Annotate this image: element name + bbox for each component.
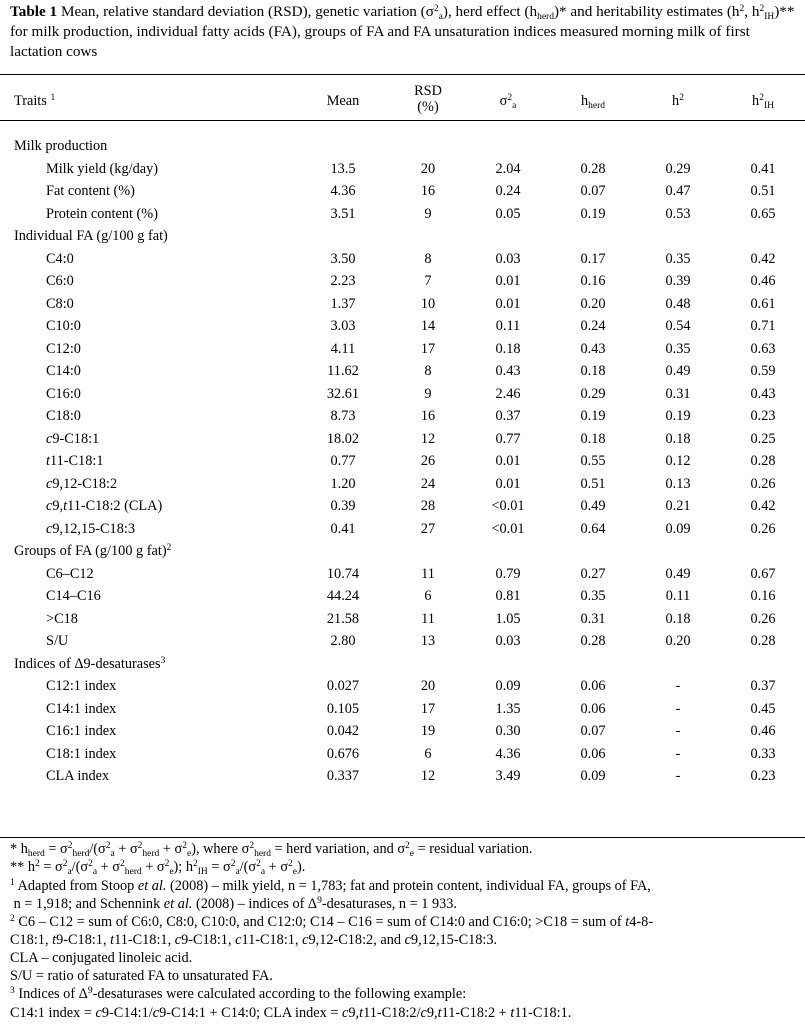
group-heading: Groups of FA (g/100 g fat)$^2$	[14, 543, 172, 559]
trait-label: C6–C12	[46, 565, 94, 582]
table-cell: 0.11	[665, 588, 691, 604]
table-cell: 16	[420, 183, 436, 199]
trait-label: c9,12-C18:2	[46, 475, 118, 492]
table-cell: 2.46	[495, 385, 521, 402]
col-header-hherd: $h_{herd}$	[580, 93, 606, 111]
table-cell: 0.13	[665, 475, 691, 492]
table-cell: 11	[421, 565, 435, 582]
trait-label: c9,t11-C18:2 (CLA)	[46, 498, 163, 514]
trait-label: Fat content (%)	[46, 183, 135, 199]
table-cell: 0.35	[580, 588, 606, 604]
table-cell: 0.20	[665, 633, 691, 649]
table-cell: 4.36	[330, 183, 356, 199]
table-cell: 0.64	[580, 520, 606, 537]
table-cell: 0.07	[580, 723, 606, 739]
table-cell: 0.41	[750, 160, 776, 177]
table-cell: 0.25	[750, 430, 776, 447]
table-cell: 0.43	[580, 340, 606, 357]
caption-text: Mean, relative standard deviation (RSD), genetic variation $(\sigma^2_a)$, herd effect $(h_{herd})*$ and heritability estimates ($h^2$, $h^2_{IH})**$ for milk production, individual fatty acids (FA), groups of FA and FA unsaturation indices measured morning milk of first lactation cows	[10, 3, 795, 60]
table-cell: 2.04	[495, 160, 521, 177]
table-cell: 0.18	[580, 430, 606, 447]
trait-label: C12:1 index	[46, 678, 117, 694]
table-cell: 0.49	[665, 565, 691, 582]
table-cell: 0.676	[326, 745, 360, 762]
table-cell: 0.39	[665, 273, 691, 289]
table-cell: 0.51	[580, 475, 606, 492]
table-cell: 19	[420, 723, 436, 739]
table-cell: 0.51	[750, 183, 776, 199]
table-cell: 14	[420, 318, 436, 334]
table-cell: 0.63	[750, 340, 776, 357]
table-cell: 0.79	[495, 565, 521, 582]
table-cell: 0.24	[495, 183, 521, 199]
table-cell: 0.16	[750, 588, 776, 604]
table-cell: 7	[424, 273, 432, 289]
table-cell: 3.50	[330, 250, 356, 267]
table-cell: 0.01	[495, 295, 521, 312]
table-cell: 24	[420, 475, 436, 492]
table-cell: -	[675, 768, 681, 784]
table-cell: 0.55	[580, 453, 606, 469]
table-cell: 0.28	[580, 160, 606, 177]
table-cell: 0.28	[750, 633, 776, 649]
trait-label: C14:0	[46, 363, 81, 379]
table-cell: 2.80	[330, 633, 356, 649]
table-cell: 0.29	[665, 160, 691, 177]
table-cell: 9	[424, 205, 432, 222]
table-cell: 0.35	[665, 340, 691, 357]
table-cell: 10.74	[326, 565, 360, 582]
table-cell: 0.12	[665, 453, 691, 469]
table-cell: 3.49	[495, 768, 521, 784]
trait-label: c9-C18:1	[46, 430, 100, 447]
footnote-heritability: ** $h^2 = \sigma^2_a/(\sigma^2_a + \sigma^2_{herd} + \sigma^2_e)$; $h^2_{IH} = \sigma^2_a/(\sigma^2_a + \sigma^2_e)$.	[10, 859, 306, 877]
table-cell: 17	[420, 340, 436, 357]
table-cell: 0.27	[580, 565, 606, 582]
table-cell: -	[675, 723, 681, 739]
table-cell: 0.31	[580, 610, 606, 627]
footnote-3-example: C14:1 index = c9-C14:1/c9-C14:1 + C14:0; CLA index = c9,t11-C18:2/c9,t11-C18:2 + t11-C18:1.	[10, 1005, 572, 1021]
table-cell: 0.20	[580, 295, 606, 312]
table-cell: 4.36	[495, 745, 521, 762]
table-cell: 0.35	[665, 250, 691, 267]
trait-label: C18:1 index	[46, 745, 117, 762]
table-cell: 0.09	[580, 768, 606, 784]
table-cell: 0.06	[580, 700, 606, 717]
table-cell: 4.11	[330, 340, 356, 357]
table-cell: 0.29	[580, 385, 606, 402]
table-cell: 0.53	[665, 205, 691, 222]
table-cell: 0.23	[750, 768, 776, 784]
table-cell: 8	[424, 250, 432, 267]
col-header-rsd: RSD (%)	[414, 83, 442, 115]
table-cell: 0.39	[330, 498, 356, 514]
table-cell: 0.16	[580, 273, 606, 289]
table-cell: 0.01	[495, 273, 521, 289]
table-cell: 0.01	[495, 453, 521, 469]
trait-label: C12:0	[46, 340, 81, 357]
footnote-cla: CLA – conjugated linoleic acid.	[10, 950, 193, 966]
table-cell: 20	[420, 678, 436, 694]
table-cell: 0.49	[580, 498, 606, 514]
footnote-hherd: * $h_{herd} = \sigma^2_{herd}/(\sigma^2_a + \sigma^2_{herd} + \sigma^2_e)$, where $\sigma^2_{herd}$ = herd variation, and $\sigma^2_e$ = residual variation.	[10, 841, 533, 859]
footnote-1: $^1$ Adapted from Stoop et al. (2008) – milk yield, n = 1,783; fat and protein content, individual FA, groups of FA, n = 1,918; and Schennink et al. (2008) – indices of $\Delta^9$-desaturases, n = 1 933.	[10, 878, 651, 912]
table-cell: <0.01	[491, 520, 525, 537]
table-cell: 32.61	[326, 385, 360, 402]
bottom-rule	[0, 837, 805, 838]
trait-label: C16:0	[46, 385, 81, 402]
table-cell: 0.42	[750, 498, 776, 514]
group-heading: Individual FA (g/100 g fat)	[14, 228, 168, 244]
table-cell: -	[675, 678, 681, 694]
table-cell: 8.73	[330, 408, 356, 424]
table-cell: 0.47	[665, 183, 691, 199]
table-cell: 26	[420, 453, 436, 469]
table-cell: 0.24	[580, 318, 606, 334]
col-header-traits: Traits $^1$	[14, 93, 56, 109]
trait-label: C10:0	[46, 318, 81, 334]
table-cell: 0.18	[495, 340, 521, 357]
table-cell: 0.46	[750, 273, 776, 289]
table-cell: 0.06	[580, 678, 606, 694]
table-cell: 11.62	[327, 363, 359, 379]
table-cell: 3.03	[330, 318, 356, 334]
table-cell: 0.26	[750, 520, 776, 537]
table-cell: 0.18	[665, 430, 691, 447]
table-cell: 0.45	[750, 700, 776, 717]
table-cell: 0.09	[495, 678, 521, 694]
table-cell: 18.02	[326, 430, 360, 447]
table-cell: 3.51	[330, 205, 356, 222]
table-cell: 27	[420, 520, 436, 537]
table-cell: 1.37	[330, 295, 356, 312]
trait-label: C16:1 index	[46, 723, 117, 739]
table-cell: 0.26	[750, 475, 776, 492]
table-cell: 0.46	[750, 723, 776, 739]
trait-label: C14–C16	[46, 588, 101, 604]
table-cell: 0.01	[495, 475, 521, 492]
trait-label: C14:1 index	[46, 700, 117, 717]
table-cell: 0.042	[326, 723, 360, 739]
table-cell: 12	[420, 430, 436, 447]
table-cell: 0.18	[580, 363, 606, 379]
table-cell: 44.24	[326, 588, 360, 604]
table-cell: 6	[424, 745, 432, 762]
table-cell: 28	[420, 498, 436, 514]
table-cell: <0.01	[491, 498, 525, 514]
table-caption	[10, 2, 800, 62]
table-cell: 21.58	[326, 610, 360, 627]
table-cell: 1.05	[495, 610, 521, 627]
group-heading: Indices of Δ9-desaturases$^3$	[14, 655, 166, 672]
table-cell: 0.03	[495, 250, 521, 267]
footnote-su: S/U = ratio of saturated FA to unsaturated FA.	[10, 968, 273, 984]
table-cell: 0.77	[330, 453, 356, 469]
table-cell: 0.41	[330, 520, 356, 537]
table-cell: 0.19	[665, 408, 691, 424]
table-cell: 0.28	[580, 633, 606, 649]
table-cell: 10	[420, 295, 436, 312]
table-cell: 20	[420, 160, 436, 177]
trait-label: C18:0	[46, 408, 81, 424]
footnote-2: $^2$ C6 – C12 = sum of C6:0, C8:0, C10:0, and C12:0; C14 – C16 = sum of C14:0 and C16:0; >C18 = sum of t4-8- C18:1, t9-C18:1, t11-C18:1, c9-C18:1, c11-C18:1, c9,12-C18:2, and c9,12,15-C18:3.	[10, 914, 654, 948]
table-cell: 0.37	[750, 678, 776, 694]
table-cell: 0.09	[665, 520, 691, 537]
table-cell: 13	[420, 633, 436, 649]
table-label: Table 1	[10, 3, 58, 20]
table-cell: 0.65	[750, 205, 776, 222]
table-cell: 0.21	[665, 498, 691, 514]
table-cell: 0.17	[580, 250, 606, 267]
table-cell: 0.42	[750, 250, 776, 267]
group-heading: Milk production	[14, 138, 108, 154]
table-cell: 0.05	[495, 205, 521, 222]
col-header-mean: Mean	[326, 93, 360, 109]
table-cell: 2.23	[330, 273, 356, 289]
table-cell: 13.5	[330, 160, 356, 177]
table-cell: 11	[421, 610, 435, 627]
table-cell: 0.03	[495, 633, 521, 649]
table-cell: 1.35	[495, 700, 521, 717]
table-cell: 0.54	[665, 318, 691, 334]
trait-label: CLA index	[46, 768, 110, 784]
table-cell: 0.31	[665, 385, 691, 402]
table-cell: 0.06	[580, 745, 606, 762]
table-cell: 0.67	[750, 565, 776, 582]
trait-label: C6:0	[46, 273, 74, 289]
table-cell: 0.19	[580, 408, 606, 424]
table-cell: 0.71	[750, 318, 776, 334]
table-cell: 1.20	[330, 475, 356, 492]
table-cell: 0.337	[326, 768, 360, 784]
table-cell: 0.61	[750, 295, 776, 312]
table-cell: 0.11	[495, 318, 521, 334]
table-cell: 0.49	[665, 363, 691, 379]
trait-label: c9,12,15-C18:3	[46, 520, 135, 537]
table-cell: 0.30	[495, 723, 521, 739]
table-cell: 17	[420, 700, 436, 717]
table-cell: 16	[420, 408, 436, 424]
table-cell: 0.23	[750, 408, 776, 424]
table-cell: -	[675, 700, 681, 717]
table-cell: 0.43	[750, 385, 776, 402]
table-cell: 0.59	[750, 363, 776, 379]
footnote-3: $^3$ Indices of $\Delta^9$-desaturases were calculated according to the following example:	[10, 986, 467, 1002]
col-header-h2: $h^2$	[672, 93, 684, 109]
trait-label: >C18	[46, 610, 78, 627]
table-cell: 0.81	[495, 588, 521, 604]
table-cell: 12	[420, 768, 436, 784]
trait-label: C8:0	[46, 295, 74, 312]
table-cell: 8	[424, 363, 432, 379]
table-cell: -	[675, 745, 681, 762]
col-header-h2ih: $h^2_{IH}$	[752, 93, 774, 111]
table-cell: 9	[424, 385, 432, 402]
table-cell: 0.28	[750, 453, 776, 469]
table-cell: 0.26	[750, 610, 776, 627]
table-cell: 0.07	[580, 183, 606, 199]
table-cell: 0.33	[750, 745, 776, 762]
top-rule	[0, 74, 805, 75]
table-cell: 0.105	[326, 700, 360, 717]
table-cell: 0.77	[495, 430, 521, 447]
trait-label: S/U	[46, 633, 69, 649]
trait-label: Milk yield (kg/day)	[46, 160, 158, 177]
table-cell: 0.027	[326, 678, 360, 694]
header-rule	[0, 120, 805, 121]
table-cell: 0.19	[580, 205, 606, 222]
table-cell: 0.48	[665, 295, 691, 312]
trait-label: t11-C18:1	[46, 453, 104, 469]
table-cell: 6	[424, 588, 432, 604]
trait-label: Protein content (%)	[46, 205, 158, 222]
col-header-sigma2a: $\sigma^2_a$	[499, 93, 517, 111]
table-cell: 0.37	[495, 408, 521, 424]
table-cell: 0.18	[665, 610, 691, 627]
trait-label: C4:0	[46, 250, 74, 267]
table-cell: 0.43	[495, 363, 521, 379]
